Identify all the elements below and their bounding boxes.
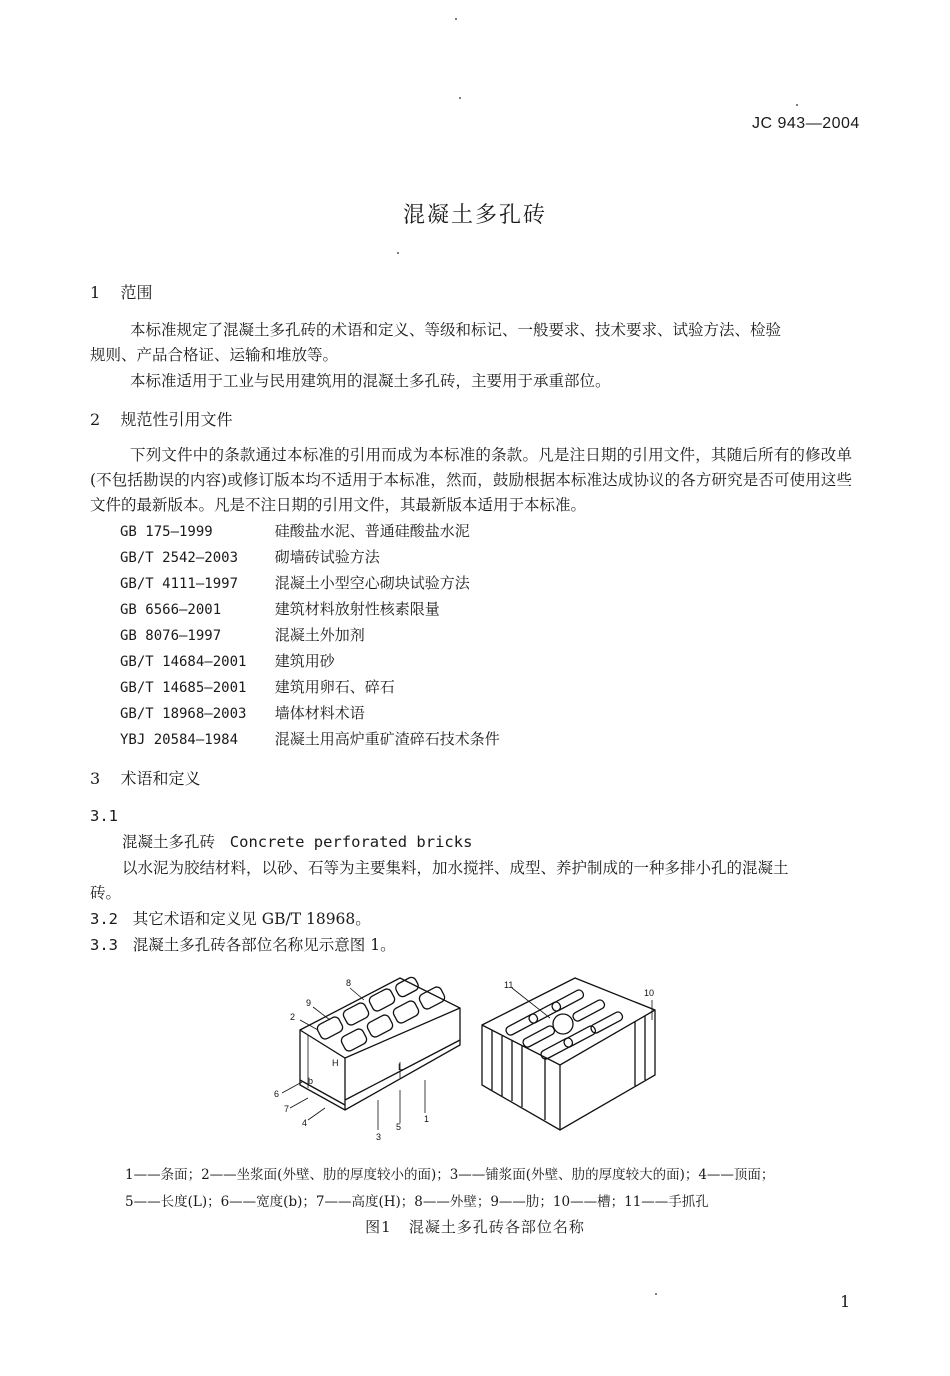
scan-speck	[459, 97, 461, 99]
figure-caption-line-2: 5——长度(L)；6——宽度(b)；7——高度(H)；8——外壁；9——肋；10——槽；11——手抓孔	[125, 1194, 709, 1210]
figure-title	[0, 1216, 950, 1237]
document-title: 混凝土多孔砖	[402, 203, 547, 228]
reference-item: YBJ 20584—1984 混凝土用高炉重矿渣碎石技术条件	[120, 730, 500, 748]
label-L: L	[398, 1062, 404, 1072]
label-6: 6	[274, 1089, 280, 1099]
section-2-heading	[90, 407, 233, 430]
standard-number: JC 943—2004	[752, 115, 860, 132]
scope-paragraph-line-2: 规则、产品合格证、运输和堆放等。	[90, 346, 339, 364]
section-number: 3	[90, 769, 101, 788]
reference-item: GB 8076—1997 混凝土外加剂	[120, 626, 365, 644]
label-1: 1	[424, 1114, 430, 1124]
reference-item: GB/T 2542—2003 砌墙砖试验方法	[120, 548, 380, 566]
figure-title-text: 混凝土多孔砖各部位名称	[408, 1218, 585, 1236]
section-title: 术语和定义	[120, 769, 201, 788]
label-2: 2	[290, 1012, 296, 1022]
term-3-1-definition-line-2: 砖。	[90, 884, 122, 902]
brick-diagram	[260, 970, 680, 1150]
term-3-2: 3.2 其它术语和定义见 GB/T 18968。	[90, 910, 371, 928]
label-11: 11	[504, 980, 514, 990]
right-brick	[482, 978, 655, 1130]
figure-caption-line-1: 1——条面；2——坐浆面(外壁、肋的厚度较小的面)；3——铺浆面(外壁、肋的厚度较大的面)；4——顶面；	[125, 1167, 775, 1183]
label-8: 8	[346, 978, 352, 988]
label-5: 5	[396, 1122, 402, 1132]
term-3-3: 3.3 混凝土多孔砖各部位名称见示意图 1。	[90, 936, 396, 954]
label-10: 10	[644, 988, 655, 998]
scope-paragraph-2: 本标准适用于工业与民用建筑用的混凝土多孔砖，主要用于承重部位。	[130, 372, 611, 390]
section-3-heading	[90, 766, 201, 789]
scan-speck	[455, 18, 457, 20]
reference-item: GB/T 14684—2001 建筑用砂	[120, 652, 335, 670]
figure-number: 图1	[365, 1218, 392, 1236]
reference-item: GB/T 4111—1997 混凝土小型空心砌块试验方法	[120, 574, 470, 592]
reference-item: GB/T 14685—2001 建筑用卵石、碎石	[120, 678, 395, 696]
normative-references-paragraph: 下列文件中的条款通过本标准的引用而成为本标准的条款。凡是注日期的引用文件，其随后所有的修改单(不包括勘误的内容)或修订版本均不适用于本标准，然而，鼓励根据本标准达成协议的各方研究是否可使用这些文件的最新版本。凡是不注日期的引用文件，其最新版本适用于本标准。	[90, 446, 852, 514]
label-9: 9	[306, 998, 312, 1008]
section-number: 1	[90, 283, 101, 302]
reference-item: GB 175—1999 硅酸盐水泥、普通硅酸盐水泥	[120, 522, 470, 540]
label-H: H	[332, 1058, 339, 1068]
label-b: b	[308, 1076, 314, 1086]
scan-speck	[655, 1293, 657, 1295]
term-en: Concrete perforated bricks	[229, 833, 473, 851]
label-7: 7	[284, 1104, 290, 1114]
term-3-1-number: 3.1	[90, 807, 118, 825]
term-zh: 混凝土多孔砖	[122, 833, 216, 851]
scope-paragraph-line-1: 本标准规定了混凝土多孔砖的术语和定义、等级和标记、一般要求、技术要求、试验方法、检验	[130, 321, 782, 339]
scan-speck	[796, 104, 798, 106]
section-title: 规范性引用文件	[120, 410, 233, 429]
reference-item: GB/T 18968—2003 墙体材料术语	[120, 704, 365, 722]
label-4: 4	[302, 1118, 308, 1128]
scan-speck	[397, 252, 399, 254]
label-3: 3	[376, 1132, 382, 1142]
reference-item: GB 6566—2001 建筑材料放射性核素限量	[120, 600, 440, 618]
section-1-heading	[90, 280, 153, 303]
page-number: 1	[840, 1292, 851, 1311]
section-number: 2	[90, 410, 101, 429]
term-3-1-definition-line-1: 以水泥为胶结材料，以砂、石等为主要集料，加水搅拌、成型、养护制成的一种多排小孔的混凝土	[122, 859, 789, 877]
term-3-1	[122, 830, 472, 855]
section-title: 范围	[120, 283, 153, 302]
